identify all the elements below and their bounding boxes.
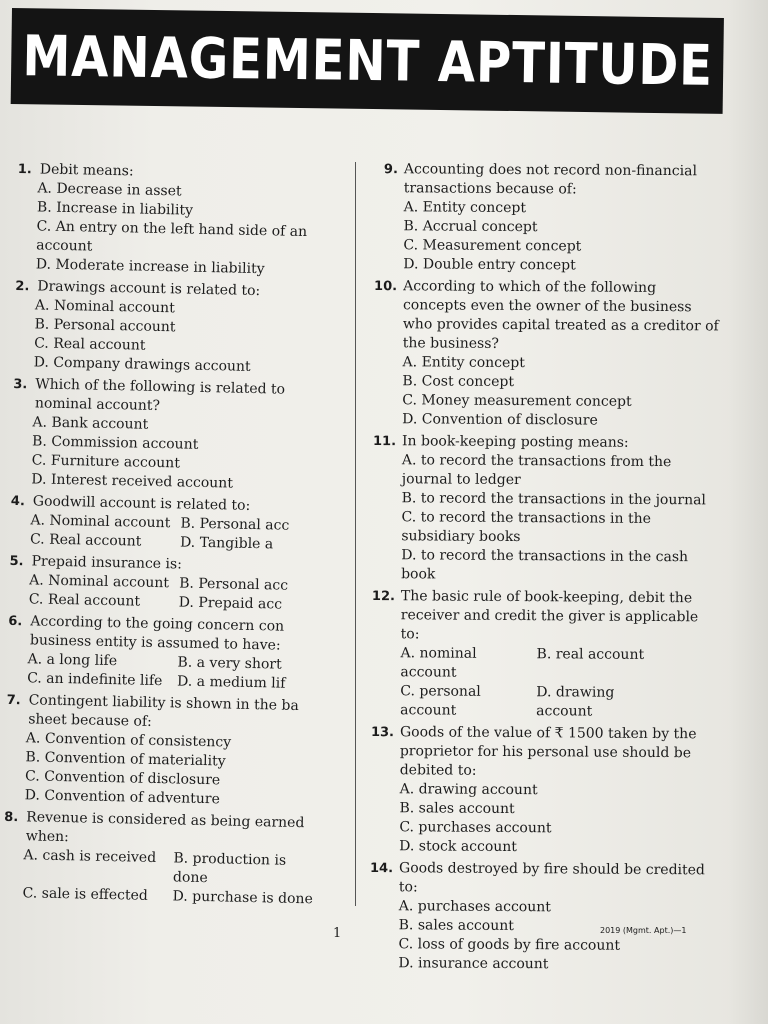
answer-option: C. Measurement concept	[403, 237, 582, 255]
answer-option: A. purchases account	[398, 898, 551, 916]
question-text: Prepaid insurance is:	[31, 553, 183, 573]
answer-option-row	[364, 682, 720, 722]
answer-option: A. Nominal account	[34, 297, 175, 317]
answer-option: B. Personal acc	[180, 515, 290, 534]
answer-option: D. Company drawings account	[33, 354, 251, 375]
answer-option: D. drawing account	[536, 684, 615, 720]
answer-option: D. Convention of disclosure	[402, 411, 598, 429]
question-item	[362, 859, 719, 975]
page-shadow	[728, 0, 768, 1024]
question-number: 2.	[15, 278, 30, 295]
answer-option: C. Furniture account	[31, 452, 181, 472]
question-text: In book-keeping posting means:	[401, 433, 629, 451]
answer-option: A. Entity concept	[402, 354, 525, 372]
answer-option: B. sales account	[399, 800, 515, 818]
column-divider	[355, 162, 356, 906]
question-text: According to the going concern con business entity is assumed to have:	[29, 613, 285, 654]
question-number: 9.	[383, 162, 398, 178]
answer-option: B. Personal account	[34, 316, 176, 336]
question-item	[4, 691, 336, 812]
answer-option: B. a very short	[177, 654, 282, 673]
question-item	[11, 375, 343, 496]
answer-option: C. Real account	[29, 531, 142, 550]
question-item	[9, 552, 340, 616]
answer-option: B. Personal acc	[178, 575, 289, 594]
answer-option: C. to record the transactions in the subsidiary books	[401, 509, 652, 546]
answer-option: C. Money measurement concept	[402, 392, 632, 410]
answer-option: C. Convention of disclosure	[24, 768, 221, 789]
answer-option: B. Commission account	[31, 433, 199, 453]
answer-option: B. real account	[536, 646, 645, 663]
answer-option: D. Double entry concept	[403, 256, 576, 274]
question-text: Goods of the value of ₹ 1500 taken by the proprietor for his personal use should be debited to:	[399, 724, 697, 779]
question-text: Which of the following is related to nominal account?	[34, 376, 286, 415]
question-text: Goodwill account is related to:	[32, 493, 251, 514]
answer-option: A. Nominal account	[29, 572, 170, 592]
question-text: Revenue is considered as being earned when:	[25, 809, 305, 846]
question-number: 4.	[10, 493, 25, 510]
answer-option: B. to record the transactions in the journal	[401, 490, 707, 509]
page-number: 1	[333, 926, 342, 941]
answer-option: D. Convention of adventure	[24, 787, 221, 808]
question-item	[16, 160, 348, 281]
answer-option: D. a medium lif	[176, 673, 286, 692]
footer-code: 2019 (Mgmt. Apt.)—1	[600, 926, 687, 935]
answer-option: C. loss of goods by fire account	[398, 936, 621, 954]
answer-option: B. Convention of materiality	[25, 749, 226, 770]
question-number: 10.	[374, 279, 398, 295]
question-item	[14, 277, 346, 379]
title-banner	[11, 8, 724, 114]
answer-option: A. drawing account	[399, 781, 538, 799]
question-stem	[364, 723, 720, 782]
answer-option: A. cash is received	[23, 847, 157, 867]
answer-option: C. personal account	[400, 683, 481, 719]
answer-option: A. Bank account	[32, 414, 149, 433]
answer-option: D. Moderate increase in liability	[35, 256, 265, 278]
question-text: Contingent liability is shown in the ba sheet because of:	[28, 692, 299, 730]
answer-option: A. nominal account	[400, 645, 477, 681]
question-stem	[367, 277, 724, 355]
answer-option: A. a long life	[27, 651, 118, 670]
question-number: 14.	[369, 861, 394, 877]
answer-option: C. Real account	[33, 335, 146, 354]
question-item	[365, 432, 722, 586]
question-number: 7.	[6, 692, 21, 709]
answer-option: D. to record the transactions in the cash book	[401, 547, 689, 583]
answer-option: B. Cost concept	[402, 373, 515, 391]
answer-option: D. insurance account	[398, 955, 549, 973]
question-number: 5.	[9, 553, 24, 570]
answer-option: D. stock account	[399, 838, 518, 856]
answer-option: D. Interest received account	[31, 471, 234, 492]
question-number: 11.	[372, 434, 397, 450]
question-text: Accounting does not record non-financial transactions because of:	[403, 161, 698, 198]
question-text: Goods destroyed by fire should be credited to:	[398, 860, 705, 896]
question-number: 13.	[370, 725, 395, 741]
answer-option-row	[364, 644, 720, 684]
page-title: MANAGEMENT APTITUDE	[21, 23, 713, 99]
question-item	[2, 808, 334, 910]
question-item	[10, 492, 341, 556]
question-item	[363, 723, 720, 858]
question-stem	[368, 160, 724, 200]
question-text: Drawings account is related to:	[37, 278, 261, 300]
right-column	[362, 160, 724, 978]
answer-option: B. production is done	[172, 850, 287, 887]
question-number: 8.	[4, 809, 19, 826]
answer-option: C. purchases account	[399, 819, 552, 837]
answer-option: B. Increase in liability	[36, 199, 194, 219]
answer-option: A. Decrease in asset	[37, 180, 182, 200]
answer-option: A. Convention of consistency	[25, 730, 232, 751]
answer-option: A. to record the transactions from the journal to ledger	[401, 452, 672, 489]
answer-option: D. Prepaid acc	[178, 594, 283, 613]
question-stem	[365, 587, 721, 646]
question-item	[7, 612, 339, 695]
answer-option: B. sales account	[398, 917, 514, 935]
answer-option: D. Tangible a	[179, 534, 274, 553]
question-text: The basic rule of book-keeping, debit the receiver and credit the giver is applicable to:	[400, 588, 699, 643]
question-stem	[363, 859, 719, 899]
answer-option: B. Accrual concept	[403, 218, 538, 236]
answer-option: C. An entry on the left hand side of an account	[36, 218, 308, 255]
question-stem	[366, 432, 722, 453]
question-number: 1.	[17, 161, 32, 178]
answer-option: C. an indefinite life	[26, 670, 163, 690]
question-number: 12.	[371, 589, 396, 605]
question-item	[366, 277, 723, 431]
answer-option: D. purchase is done	[172, 888, 313, 908]
answer-option: A. Nominal account	[30, 512, 171, 532]
answer-option: C. sale is effected	[22, 885, 148, 904]
question-text: According to which of the following concepts even the owner of the business who provides capital treated as a creditor of the business?	[402, 278, 719, 352]
question-item	[364, 587, 721, 722]
question-text: Debit means:	[39, 161, 134, 180]
question-number: 3.	[13, 376, 28, 393]
answer-option: A. Entity concept	[403, 199, 527, 217]
left-column	[2, 160, 348, 913]
question-number: 6.	[8, 613, 23, 630]
question-item	[367, 160, 724, 276]
answer-option: C. Real account	[28, 591, 141, 610]
